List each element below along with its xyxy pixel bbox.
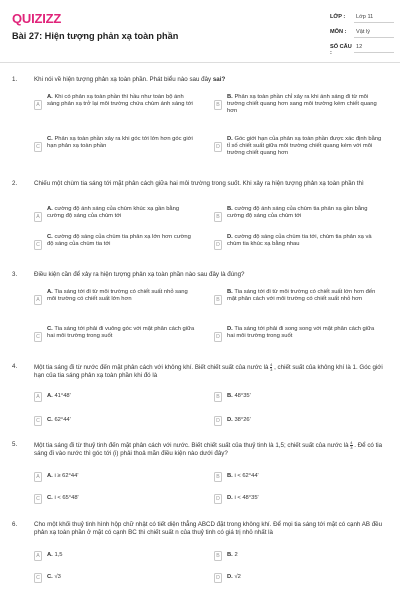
option-letter-box: B [214,212,222,222]
option-letter-box: D [214,142,222,152]
question-number: 3. [12,271,18,278]
option-body: cường độ sáng của chùm tia phản xạ lớn hơn cường độ sáng của chùm tia tới [47,234,191,248]
option-letter-box: B [214,100,222,110]
meta-subject-value: Vật lý [354,29,394,38]
option-body: i ≥ 62°44' [54,473,79,480]
option-body: √3 [54,574,61,581]
option-body: Phản xạ toàn phần chỉ xảy ra khi ánh sáng đi từ môi trường chiết quang hơn sang môi trường kém chiết quang hơn [227,94,377,115]
option-letter-box: A [34,100,42,110]
option-c[interactable] [34,415,202,427]
option-letter-box: A [34,392,42,402]
option-letter-box: A [34,295,42,305]
option-label: D. [227,495,233,502]
question-text-body: Khi nói về hiện tượng phản xạ toàn phần. Phát biểu nào sau đây sai? [34,76,226,83]
option-a[interactable] [34,471,202,483]
option-body: Tia sáng tới đi từ môi trường có chiết suất lớn hơn đến mặt phân cách với môi trường có chiết suất nhỏ hơn [227,289,376,303]
option-label: A. [47,289,53,295]
option-label: D. [227,326,233,332]
option-text [227,473,383,480]
option-text [47,473,197,480]
meta-count-value: 12 [354,44,394,53]
option-letter-box: C [34,240,42,250]
option-text [227,206,383,220]
option-d[interactable] [214,234,388,262]
option-label: A. [47,473,53,480]
option-d[interactable] [214,493,388,505]
option-b[interactable] [214,471,388,483]
question-text [34,521,388,537]
option-label: B. [227,289,233,295]
question-number: 1. [12,76,18,83]
option-a[interactable] [34,550,202,562]
option-text [227,94,383,116]
option-letter-box: A [34,212,42,222]
option-label: D. [227,417,233,424]
option-body: Góc giới hạn của phản xạ toàn phần được xác định bằng tỉ số chiết suất giữa môi trường chiết quang kém với môi trường chiết quang hơn [227,136,382,157]
option-letter-box: A [34,472,42,482]
option-text [47,495,197,502]
question-text [34,441,388,458]
question-text-body: Chiếu một chùm tia sáng tới mặt phân cách giữa hai môi trường trong suốt. Khi xảy ra hiện tượng phản xạ toàn phần thì [34,180,364,187]
worksheet-meta [330,14,394,59]
option-c[interactable] [34,234,202,262]
option-body: i < 65°48' [54,495,79,502]
option-label: B. [227,552,233,559]
option-text [47,326,197,340]
option-text [227,417,383,424]
question-number: 6. [12,521,18,528]
option-body: 2 [234,552,238,559]
option-text [47,94,197,108]
option-body: i < 62°44' [234,473,259,480]
option-label: C. [47,495,53,502]
option-a[interactable] [34,289,202,317]
fraction-numerator: 4 [270,362,273,367]
option-letter-box: D [214,416,222,426]
question-text-body: Điều kiện cần để xảy ra hiện tượng phản xạ toàn phần nào sau đây là đúng? [34,271,245,278]
option-letter-box: D [214,494,222,504]
option-letter-box: B [214,295,222,305]
question-text [34,271,388,279]
option-text [227,234,383,248]
option-letter-box: C [34,416,42,426]
option-body: 48°35' [234,393,251,400]
option-d[interactable] [214,136,388,164]
option-body: cường độ sáng của chùm tia tới, chùm tia phản xạ và chùm tia khúc xạ bằng nhau [227,234,372,248]
worksheet-title: Bài 27: Hiện tượng phản xạ toàn phần [12,31,179,41]
option-body: cường độ ánh sáng của chùm khúc xạ gần bằng cường độ sáng của chùm tới [47,206,180,220]
option-b[interactable] [214,94,388,122]
question-text-before: Một tia sáng đi từ nước đến mặt phân cách với không khí. Biết chiết suất của nước là [34,364,269,372]
question-text-before: Một tia sáng đi từ thuỷ tinh đến mặt phân cách với nước. Biết chiết suất của thuỷ tinh là 1,5; chiết suất của nước là [34,442,349,450]
option-label: C. [47,417,53,424]
option-body: 41°48' [54,393,71,400]
option-d[interactable] [214,572,388,584]
option-letter-box: B [214,551,222,561]
option-label: C. [47,136,53,142]
meta-class-key: LỚP : [330,14,346,20]
meta-count [330,44,394,59]
option-body: i < 48°35' [234,495,259,502]
option-b[interactable] [214,206,388,234]
question-text-body: Cho một khối thuỷ tinh hình hộp chữ nhật có tiết diện thẳng ABCD đặt trong không khí. Để mọi tia sáng tới mặt có cạnh AB đều phản xạ toàn phần ở mặt có cạnh BC thì chiết suất n của thuỷ tinh có giá trị nhỏ nhất là [34,521,383,536]
option-b[interactable] [214,289,388,317]
question-number: 4. [12,363,18,370]
option-d[interactable] [214,326,388,354]
option-body: Tia sáng tới đi từ môi trường có chiết suất nhỏ sang môi trường có chiết suất lớn hơn [47,289,188,303]
question-text-after: . Để có tia sáng đi vào nước thì góc tới (i) phải thoả mãn điều kiện nào dưới đây? [34,442,383,458]
option-text [227,289,383,303]
option-label: C. [47,326,53,332]
option-letter-box: C [34,332,42,342]
option-body: 62°44' [54,417,71,424]
option-text [47,206,197,220]
fraction [350,441,352,450]
option-text [227,574,383,581]
option-text [227,326,383,340]
option-c[interactable] [34,572,202,584]
option-text [227,393,383,400]
option-letter-box: D [214,332,222,342]
question-number: 5. [12,441,18,448]
option-text [47,393,197,400]
option-label: B. [227,473,233,480]
option-c[interactable] [34,326,202,354]
quizizz-logo: QUIZIZZ [12,11,62,26]
option-d[interactable] [214,415,388,427]
option-a[interactable] [34,94,202,122]
option-letter-box: D [214,573,222,583]
option-text [47,417,197,424]
option-body: Tia sáng tới phải đi vuông góc với mặt phân cách giữa hai môi trường trong suốt [47,326,195,340]
option-label: D. [227,574,233,581]
option-label: A. [47,393,53,400]
option-label: A. [47,552,53,559]
option-label: B. [227,94,233,100]
fraction-denominator: 3 [270,367,273,372]
option-letter-box: C [34,573,42,583]
option-body: 38°26' [234,417,251,424]
option-letter-box: B [214,472,222,482]
question-text-after: , chiết suất của không khí là 1. Góc giới hạn của tia sáng phản xạ toàn phần khi đó là [34,364,383,380]
option-letter-box: B [214,392,222,402]
option-label: D. [227,136,233,142]
option-body: Khi có phản xạ toàn phần thì hầu như toàn bộ ánh sáng phản xạ trở lại môi trường chứa chùm ánh sáng tới [47,94,193,108]
option-b[interactable] [214,550,388,562]
fraction [270,363,272,372]
option-label: C. [47,574,53,581]
option-letter-box: A [34,551,42,561]
option-b[interactable] [214,391,388,403]
option-c[interactable] [34,493,202,505]
question-text [34,76,388,84]
option-body: 1,5 [54,552,63,559]
meta-count-key: SỐ CÂU : [330,44,352,56]
option-body: Phản xạ toàn phần xảy ra khi góc tới lớn hơn góc giới hạn phản xạ toàn phần [47,136,193,150]
option-text [47,289,197,303]
header-divider [0,62,400,63]
fraction-numerator: 4 [350,440,353,445]
option-body: cường độ ánh sáng của chùm tia phản xạ gần bằng cường độ sáng của chùm tới [227,206,368,220]
option-letter-box: C [34,142,42,152]
option-label: A. [47,94,53,100]
meta-subject [330,29,394,44]
question-text [34,363,388,380]
option-text [47,136,197,150]
option-label: B. [227,393,233,400]
option-text [227,552,383,559]
option-a[interactable] [34,206,202,234]
option-label: D. [227,234,233,240]
question-keyword: sai? [212,76,226,83]
option-a[interactable] [34,391,202,403]
option-body: √2 [234,574,241,581]
option-letter-box: C [34,494,42,504]
option-text [47,574,197,581]
meta-class-value: Lớp 11 [354,14,394,23]
question-number: 2. [12,180,18,187]
meta-class [330,14,394,29]
option-label: B. [227,206,233,212]
option-text [47,234,197,248]
option-letter-box: D [214,240,222,250]
option-c[interactable] [34,136,202,164]
option-body: Tia sáng tới phải đi song song với mặt phân cách giữa hai môi trường trong suốt [227,326,375,340]
option-label: C. [47,234,53,240]
option-text [227,495,383,502]
fraction-denominator: 3 [350,445,353,450]
option-text [47,552,197,559]
option-text [227,136,383,158]
option-label: A. [47,206,53,212]
question-text [34,180,388,188]
worksheet-header [0,0,400,62]
meta-subject-key: MÔN : [330,29,347,35]
